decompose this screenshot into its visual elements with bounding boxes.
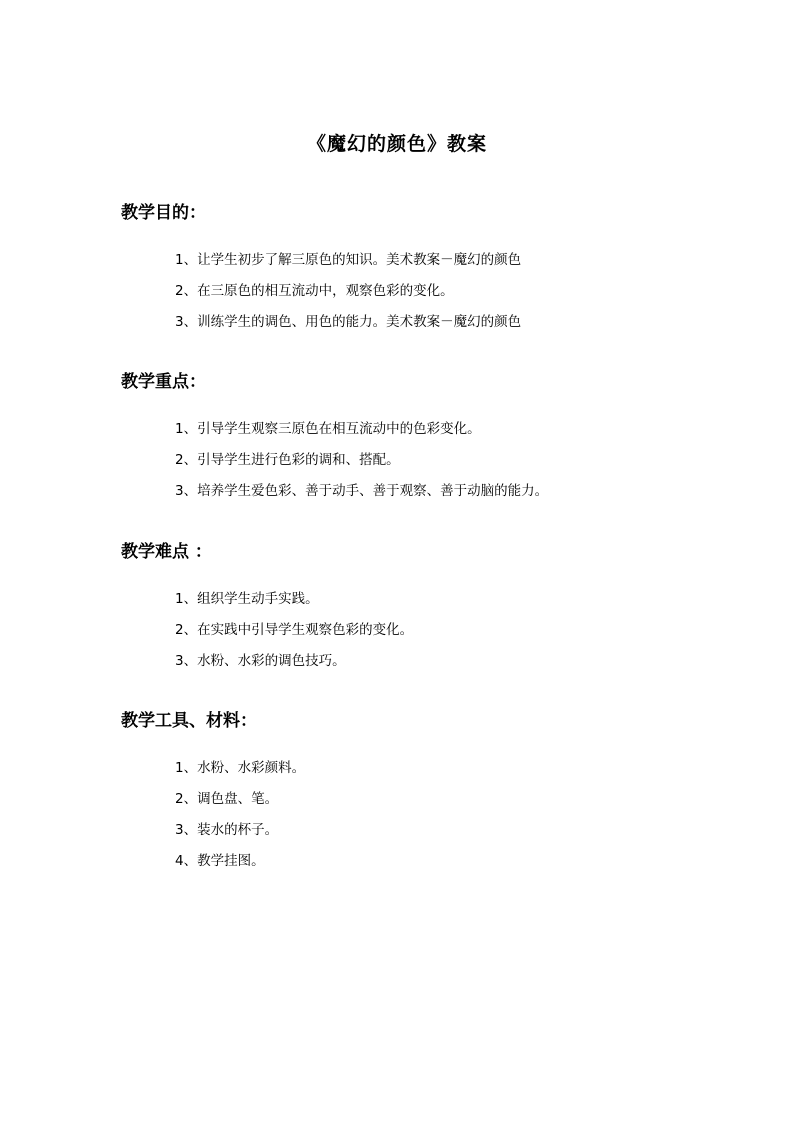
list-item: 2、引导学生进行色彩的调和、搭配。 [175, 452, 400, 468]
list-item: 2、在三原色的相互流动中，观察色彩的变化。 [175, 283, 454, 299]
list-item: 2、在实践中引导学生观察色彩的变化。 [175, 622, 414, 638]
list-item: 3、训练学生的调色、用色的能力。美术教案－魔幻的颜色 [175, 314, 522, 330]
section-teaching-tools-materials [121, 707, 721, 869]
list-item: 1、组织学生动手实践。 [175, 591, 319, 607]
list-item: 2、调色盘、笔。 [175, 791, 279, 807]
list-item: 3、水粉、水彩的调色技巧。 [175, 653, 346, 669]
list-item: 1、让学生初步了解三原色的知识。美术教案－魔幻的颜色 [175, 252, 522, 268]
section-teaching-objectives [121, 199, 721, 330]
section-heading: 教学重点： [121, 372, 206, 392]
list-item: 3、装水的杯子。 [175, 822, 279, 838]
key-points-list [175, 414, 548, 507]
section-heading: 教学工具、材料： [121, 711, 257, 731]
section-heading: 教学难点 ： [121, 542, 212, 562]
list-item: 1、水粉、水彩颜料。 [175, 760, 306, 776]
section-heading: 教学目的： [121, 203, 206, 223]
section-teaching-key-points [121, 368, 721, 499]
list-item: 1、引导学生观察三原色在相互流动中的色彩变化。 [175, 421, 481, 437]
document-title: 《魔幻的颜色》教案 [306, 133, 487, 155]
objectives-list [175, 245, 521, 338]
difficulties-list [175, 584, 413, 677]
list-item: 3、培养学生爱色彩、善于动手、善于观察、善于动脑的能力。 [175, 483, 549, 499]
list-item: 4、教学挂图。 [175, 853, 265, 869]
section-teaching-difficulties [121, 538, 721, 669]
tools-materials-list [175, 753, 305, 877]
